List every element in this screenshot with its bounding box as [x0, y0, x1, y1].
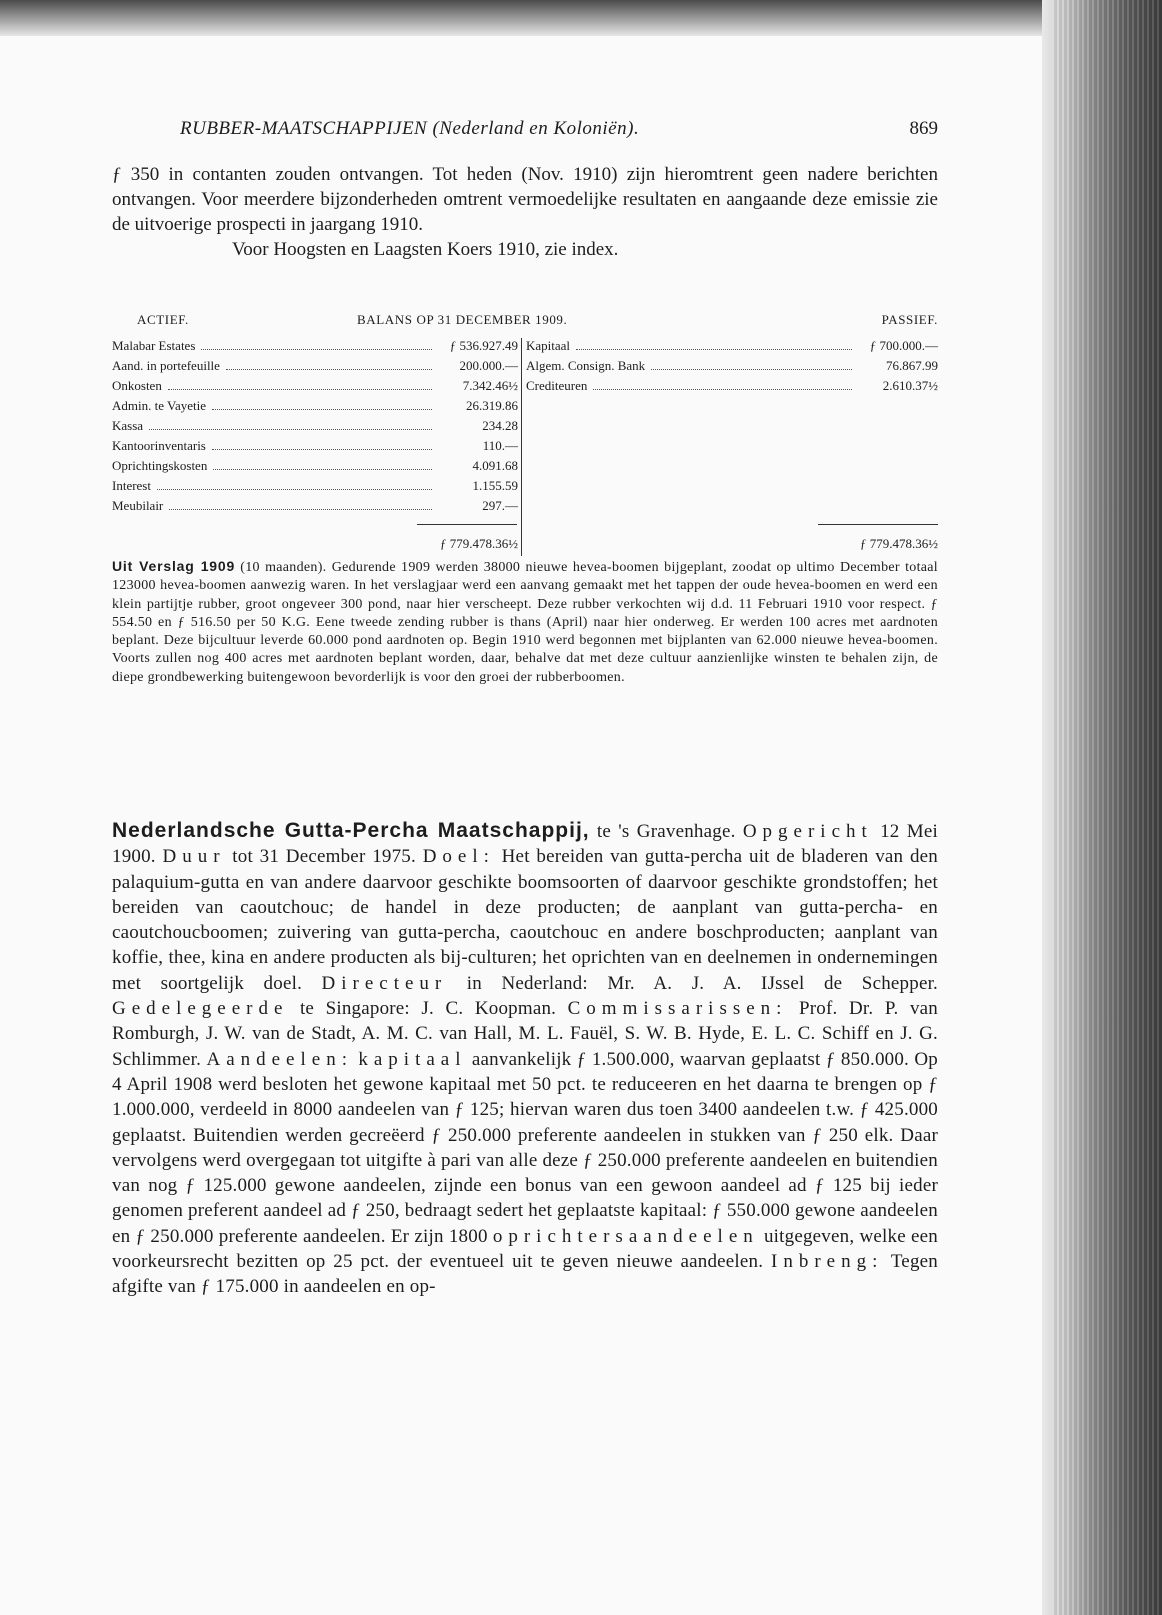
actief-label: Oprichtingskosten — [112, 458, 208, 473]
balance-title: BALANS OP 31 DECEMBER 1909. — [357, 312, 568, 327]
oprichtersaandeelen-label: oprichtersaandeelen — [492, 1225, 759, 1247]
intro-paragraph: ƒ 350 in contanten zouden ontvangen. Tot heden (Nov. 1910) zijn hieromtrent geen nadere berichten ontvangen. Voor meerdere bijzonderheden omtrent vermoedelijke resultaten en aangaande deze emissie zie de uitvoerige prospecti in jaargang 1910. — [112, 164, 938, 235]
leader-dots — [576, 349, 852, 350]
actief-row — [112, 416, 518, 436]
passief-column — [526, 336, 938, 396]
leader-dots — [201, 349, 432, 350]
leader-dots — [213, 469, 432, 470]
actief-row — [112, 456, 518, 476]
actief-label: Malabar Estates — [112, 338, 196, 353]
scan-border — [0, 0, 1162, 36]
actief-label: Meubilair — [112, 498, 164, 513]
actief-label: Interest — [112, 478, 151, 493]
passief-heading: PASSIEF. — [881, 312, 938, 327]
verslag-label: Uit Verslag 1909 — [112, 558, 236, 574]
actief-column — [112, 336, 518, 516]
company-text: aanvankelijk ƒ 1.500.000, waarvan geplaatst ƒ 850.000. Op 4 April 1908 werd besloten het gewone kapitaal met 50 pct. te reduceeren en het daarna te brengen op ƒ 1.000.000, verdeeld in 8000 aandeelen van ƒ 125; hiervan waren dus toen 3400 aandeelen t.w. ƒ 425.000 geplaatst. Buitendien werden gecreëerd ƒ 250.000 preferente aandeelen in stukken van ƒ 250 elk. Daar vervolgens werd overgegaan tot uitgifte à pari van alle deze ƒ 250.000 preferente aandeelen en buitendien van nog ƒ 125.000 gewone aandeelen, zijnde een bonus van een gewoon aandeel ad ƒ 125 bij ieder genomen preferent aandeel ad ƒ 250, bedraagt sedert het geplaatste kapitaal: ƒ 550.000 gewone aandeelen en ƒ 250.000 preferente aandeelen. Er zijn 1800 — [112, 1048, 938, 1247]
leader-dots — [651, 369, 852, 370]
verslag-text: (10 maanden). Gedurende 1909 werden 38000 nieuwe hevea-boomen bijgeplant, zoodat op ultimo December totaal 123000 hevea-boomen aanwezig waren. In het verslagjaar werd een aanvang gemaakt met het tappen der oude hevea-boomen en werd een klein partijtje rubber, groot ongeveer 300 pond, naar hier verscheept. Deze rubber verkochten wij d.d. 11 Februari 1910 voor respect. ƒ 554.50 en ƒ 516.50 per 50 K.G. Eene tweede zending rubber is thans (April) naar hier onderweg. Er werden 100 acres met aardnoten beplant. Deze bijcultuur leverde 60.000 pond aardnoten op. Begin 1910 werd begonnen met bijplanten van 62.000 nieuwe hevea-boomen. Voorts zullen nog 400 acres met aardnoten beplant worden, daar, behalve dat met deze cultuur aanzienlijke winsten te behalen zijn, de diepe grondbewerking buitengewoon bevorderlijk is voor den groei der rubberboomen. — [112, 560, 938, 685]
kapitaal-label: kapitaal — [358, 1048, 467, 1070]
actief-row — [112, 336, 518, 356]
actief-row — [112, 376, 518, 396]
company-entry — [112, 818, 938, 1300]
passief-label: Crediteuren — [526, 378, 588, 393]
passief-value: 76.867.99 — [886, 358, 938, 373]
actief-row — [112, 396, 518, 416]
company-text: in Nederland: Mr. A. J. A. IJssel de Schepper. — [447, 972, 939, 994]
leader-dots — [169, 509, 432, 510]
total-actief: ƒ 779.478.36½ — [440, 536, 518, 551]
gedelegeerde-label: Gedelegeerde — [112, 998, 289, 1020]
koers-line: Voor Hoogsten en Laagsten Koers 1910, zie index. — [232, 239, 619, 260]
company-text: tot 31 December 1975. — [225, 846, 423, 868]
actief-value: 110.— — [482, 438, 518, 453]
page-edges — [1052, 0, 1162, 1615]
actief-row — [112, 436, 518, 456]
actief-row — [112, 496, 518, 516]
total-passief: ƒ 779.478.36½ — [860, 536, 938, 551]
company-text: te 's Gravenhage. — [589, 821, 743, 842]
company-text: 12 Mei 1900. — [112, 821, 938, 868]
duur-label: Duur — [162, 846, 226, 868]
company-name: Nederlandsche Gutta-Percha Maatschappij, — [112, 819, 590, 842]
actief-value: ƒ 536.927.49 — [449, 338, 518, 353]
balance-headings — [112, 312, 938, 332]
actief-label: Kassa — [112, 418, 144, 433]
actief-value: 1.155.59 — [472, 478, 518, 493]
actief-value: 7.342.46½ — [462, 378, 518, 393]
column-divider — [521, 338, 522, 556]
total-rule-passief — [818, 524, 938, 525]
actief-row — [112, 476, 518, 496]
directeur-label: Directeur — [321, 972, 448, 994]
passief-row — [526, 336, 938, 356]
leader-dots — [593, 389, 852, 390]
actief-label: Admin. te Vayetie — [112, 398, 206, 413]
actief-value: 4.091.68 — [472, 458, 518, 473]
aandeelen-label: Aandeelen: — [206, 1048, 353, 1070]
passief-row — [526, 356, 938, 376]
running-title: RUBBER-MAATSCHAPPIJEN (Nederland en Koloniën). — [180, 118, 640, 139]
actief-label: Onkosten — [112, 378, 162, 393]
passief-value: ƒ 700.000.— — [869, 338, 938, 353]
company-text: te Singapore: J. C. Koopman. — [288, 998, 568, 1020]
doel-label: Doel: — [422, 846, 495, 868]
intro-section — [112, 162, 938, 262]
passief-row — [526, 376, 938, 396]
actief-value: 297.— — [482, 498, 518, 513]
actief-value: 200.000.— — [459, 358, 518, 373]
actief-value: 26.319.86 — [466, 398, 518, 413]
leader-dots — [212, 409, 432, 410]
company-text: Tegen afgifte van ƒ 175.000 in aandeelen en op- — [112, 1251, 938, 1298]
running-head — [180, 118, 938, 148]
actief-heading: ACTIEF. — [137, 312, 189, 327]
actief-row — [112, 356, 518, 376]
opgericht-label: Opgericht — [742, 821, 873, 842]
company-text: Het bereiden van gutta-percha uit de bladeren van den palaquium-gutta en van andere daarvoor geschikte boomsoorten of daarvoor geschikte grondstoffen; het bereiden van caoutchouc; de handel in deze producten; de aanplant van gutta-percha- en caoutchoucboomen; zuivering van gutta-percha, caoutchouc en andere boschproducten; aanplant van koffie, thee, kina en andere producten als bij-culturen; het oprichten van en deelnemen in ondernemingen met soortgelijk doel. — [112, 846, 938, 994]
passief-label: Kapitaal — [526, 338, 571, 353]
leader-dots — [168, 389, 432, 390]
total-rule-actief — [417, 524, 517, 525]
leader-dots — [157, 489, 432, 490]
balance-sheet — [112, 336, 938, 556]
company-text: Prof. Dr. P. van Romburgh, J. W. van de Stadt, A. M. C. van Hall, M. L. Fauël, S. W. B. Hyde, E. L. C. Schiff en J. G. Schlimmer. — [112, 998, 939, 1070]
company-text: uitgegeven, welke een voorkeursrecht bezitten op 25 pct. der eventueel uit te geven nieuwe aandeelen. — [112, 1225, 938, 1273]
leader-dots — [226, 369, 432, 370]
commissarissen-label: Commissarissen: — [567, 998, 788, 1020]
inbreng-label: Inbreng: — [771, 1251, 884, 1273]
passief-value: 2.610.37½ — [882, 378, 938, 393]
actief-value: 234.28 — [482, 418, 518, 433]
page-number: 869 — [909, 118, 938, 139]
leader-dots — [149, 429, 432, 430]
leader-dots — [212, 449, 432, 450]
verslag-paragraph — [112, 557, 938, 687]
passief-label: Algem. Consign. Bank — [526, 358, 646, 373]
actief-label: Aand. in portefeuille — [112, 358, 220, 373]
actief-label: Kantoorinventaris — [112, 438, 206, 453]
